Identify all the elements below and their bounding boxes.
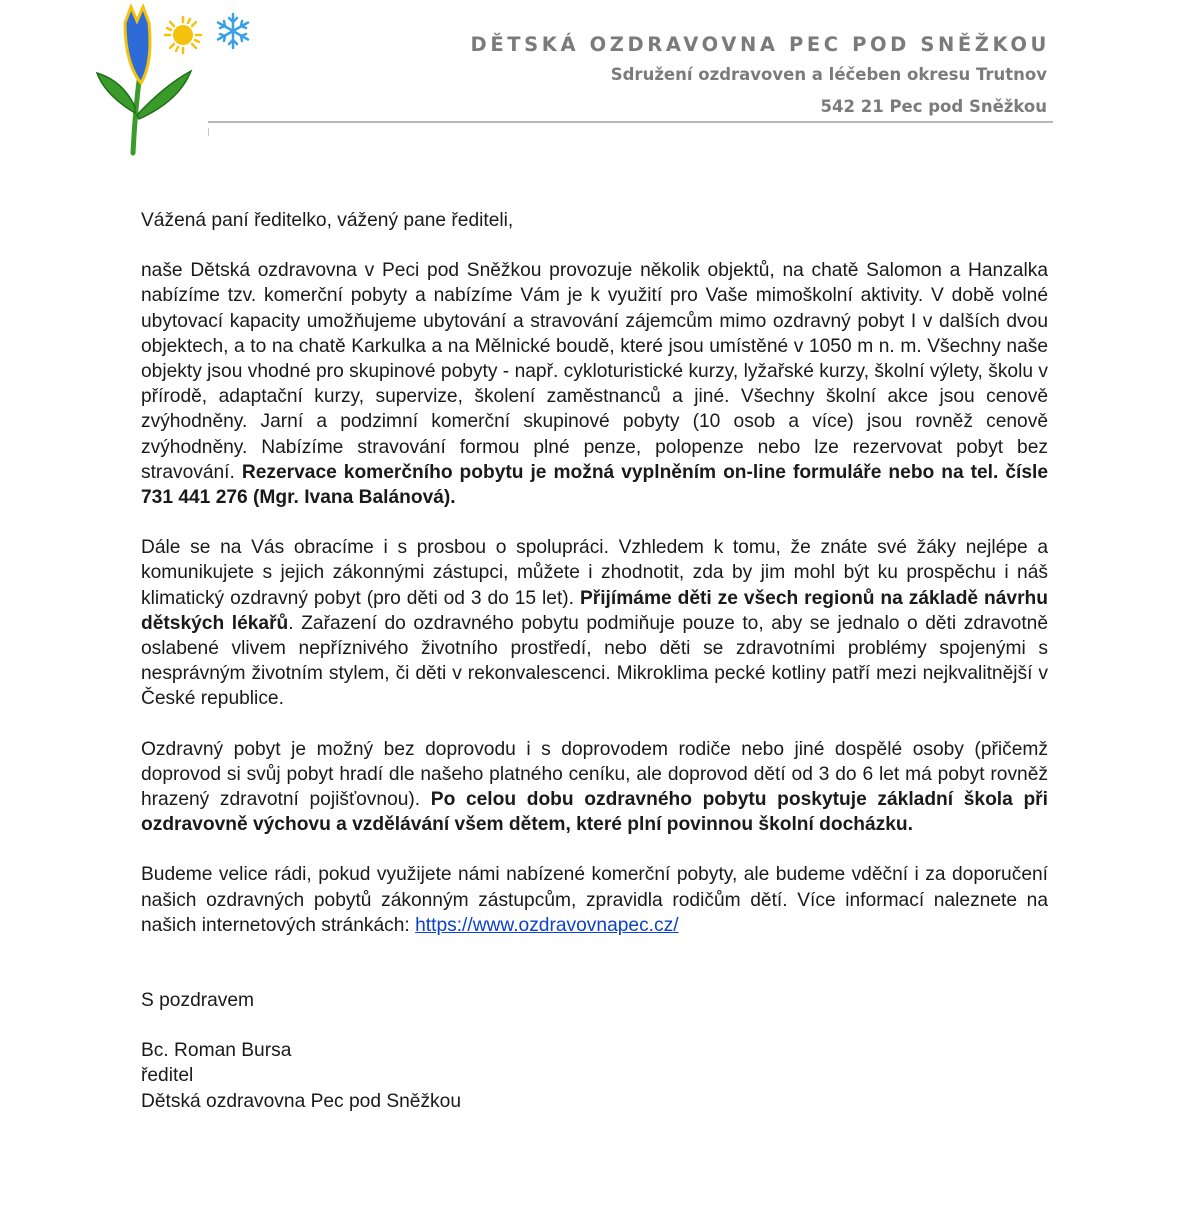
letterhead-divider-tick bbox=[208, 128, 209, 136]
paragraph-text: . Zařazení do ozdravného pobytu podmiňuje pouze to, aby se jednalo o děti zdravotně oslabené vlivem nepříznivého životního prostředí, nebo děti se zdravotními problémy spojenými s nesprávným životním stylem, či děti v rekonvalescenci. Mikroklima pecké kotliny patří mezi nejkvalitnější v České republice. bbox=[141, 612, 1048, 710]
left-leaf bbox=[97, 73, 135, 113]
snowflake-icon bbox=[218, 14, 248, 48]
website-link[interactable]: https://www.ozdravovnapec.cz/ bbox=[415, 914, 679, 936]
paragraph-text: Dále se na Vás obracíme i s prosbou o spolupráci. Vzhledem k tomu, že znáte své žáky nejlépe a komunikujete s jejich zákonnými zástupci, můžete i zhodnotit, zda by jim mohl být ku prospěchu i náš klimatický ozdravný pobyt (pro děti od 3 do 15 let). bbox=[141, 537, 1048, 609]
closing: S pozdravem bbox=[141, 990, 255, 1012]
paragraph-text: Ozdravný pobyt je možný bez doprovodu i s doprovodem rodiče nebo jiné dospělé osoby (přičemž doprovod si svůj pobyt hradí dle našeho platného ceníku, ale doprovod dětí od 3 do 6 let má pobyt rovněž hrazený zdravotní pojišťovnou). bbox=[141, 738, 1048, 811]
reservation-note: Rezervace komerčního pobytu je možná vyplněním on-line formuláře nebo na tel. čísle 731 441 276 (Mgr. Ivana Balánová). bbox=[141, 461, 1049, 509]
paragraph-text: naše Dětská ozdravovna v Peci pod Sněžkou provozuje několik objektů, na chatě Salomon a Hanzalka nabízíme tzv. komerční pobyty a nabízíme Vám je k využití pro Vaše mimoškolní aktivity. V době volné ubytovací kapacity umožňujeme ubytování a stravování zájemcům mimo ozdravný pobyt I v dalších dvou objektech, a to na chatě Karkulka a na Mělnické boudě, které jsou umístěné v 1050 m n. m. Všechny naše objekty jsou vhodné pro skupinové pobyty - např. cykloturistické kurzy, lyžařské kurzy, školní výlety, školu v přírodě, adaptační kurzy, supervize, školení zaměstnanců a jiné. Všechny školní akce jsou cenově zvýhodněny. Jarní a podzimní komerční skupinové pobyty (10 osob a více) jsou rovněž cenově zvýhodněny. Nabízíme stravování formou plné penze, polopenze nebo lze rezervovat pobyt bez stravování. bbox=[141, 260, 1048, 483]
salutation: Vážená paní ředitelko, vážený pane řediteli, bbox=[141, 210, 514, 231]
organization-address: 542 21 Pec pod Sněžkou bbox=[820, 97, 1047, 116]
paragraph-commercial-stays bbox=[141, 258, 1048, 510]
signature-role: ředitel bbox=[141, 1065, 194, 1087]
organization-title: DĚTSKÁ OZDRAVOVNA PEC POD SNĚŽKOU bbox=[470, 33, 1050, 56]
signature-organization: Dětská ozdravovna Pec pod Sněžkou bbox=[141, 1090, 461, 1112]
gentian-flower bbox=[125, 7, 150, 83]
paragraph-escort bbox=[141, 737, 1048, 838]
signature-name: Bc. Roman Bursa bbox=[141, 1040, 292, 1062]
flower-sun-snowflake-logo bbox=[95, 3, 260, 158]
school-note: Po celou dobu ozdravného pobytu poskytuje základní škola při ozdravovně výchovu a vzdělávání všem dětem, které plní povinnou školní docházku. bbox=[141, 789, 1048, 836]
acceptance-note: Přijímáme děti ze všech regionů na základě návrhu dětských lékařů bbox=[141, 587, 1048, 634]
paragraph-cooperation bbox=[141, 535, 1048, 711]
paragraph-closing-info bbox=[141, 862, 1048, 938]
letterhead-divider bbox=[208, 121, 1053, 123]
sun-icon bbox=[165, 17, 201, 53]
letter-body bbox=[141, 208, 1048, 1114]
paragraph-text: Budeme velice rádi, pokud využijete námi nabízené komerční pobyty, ale budeme vděční i za doporučení našich ozdravných pobytů zákonným zástupcům, zpravidla rodičům dětí. Více informací naleznete na našich internetových stránkách: bbox=[141, 864, 1048, 936]
organization-subtitle: Sdružení ozdravoven a léčeben okresu Trutnov bbox=[610, 65, 1047, 84]
letterhead bbox=[470, 33, 1050, 118]
